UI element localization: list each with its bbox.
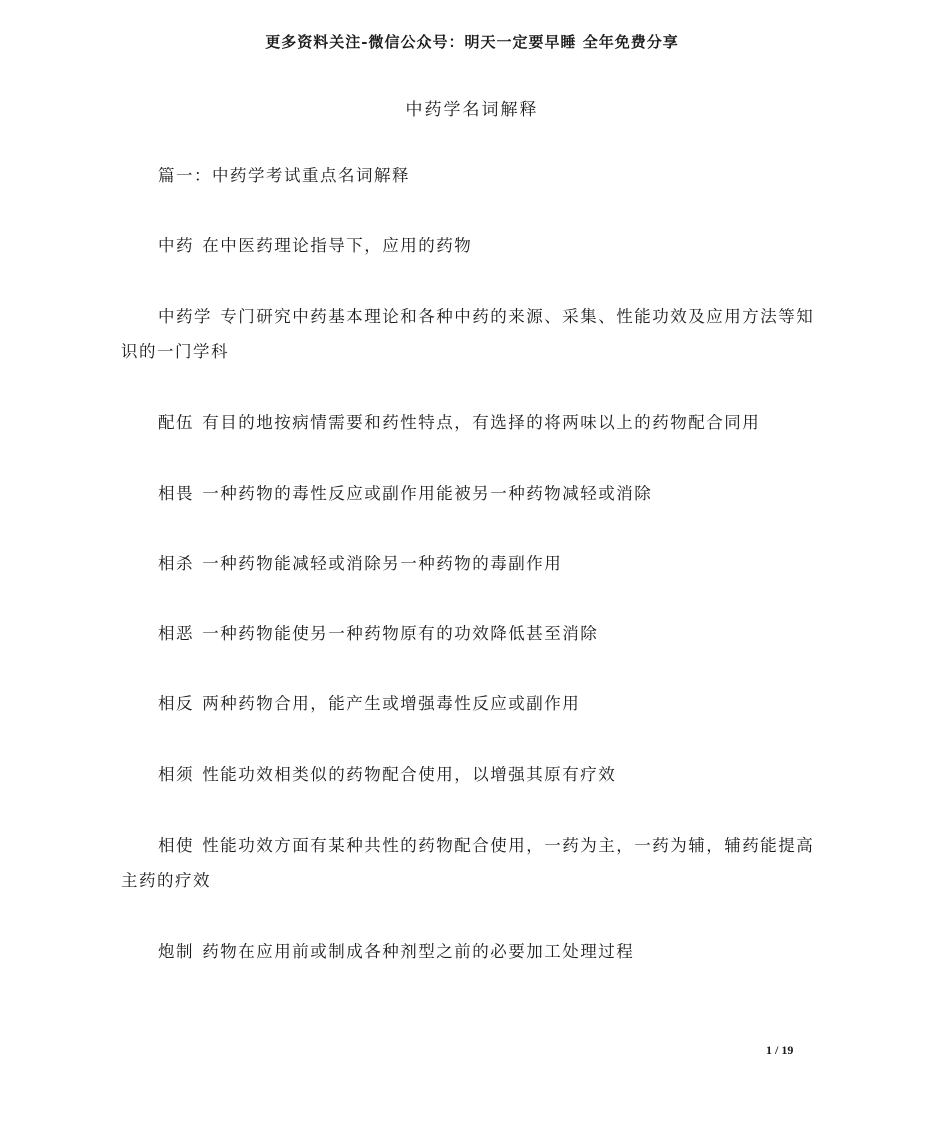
entry-zhongyaoxue <box>121 299 831 369</box>
entry-peiwu <box>121 405 831 440</box>
page-header: 更多资料关注-微信公众号：明天一定要早睡 全年免费分享 <box>265 33 679 51</box>
entry-xiangsha <box>121 546 831 581</box>
entry-xiangwu <box>121 616 831 651</box>
document-title: 中药学名词解释 <box>405 100 539 120</box>
entry-xiangxu <box>121 757 831 792</box>
entry-term: 配伍 <box>158 413 194 432</box>
entry-definition: 性能功效相类似的药物配合使用，以增强其原有疗效 <box>202 765 617 784</box>
entry-zhongyao <box>121 228 831 263</box>
entry-xiangshi <box>121 828 831 898</box>
page-number: 1 / 19 <box>766 1043 794 1057</box>
entry-definition: 一种药物的毒性反应或副作用能被另一种药物减轻或消除 <box>202 484 653 503</box>
entry-definition: 有目的地按病情需要和药性特点，有选择的将两味以上的药物配合同用 <box>202 413 761 432</box>
entry-definition: 专门研究中药基本理论和各种中药的来源、采集、性能功效及应用方法等知识的一门学科 <box>121 307 815 361</box>
entry-xiangwei <box>121 476 831 511</box>
entry-term: 相使 <box>158 836 194 855</box>
entry-term: 炮制 <box>158 942 194 961</box>
entry-term: 中药学 <box>158 307 212 326</box>
entry-definition: 性能功效方面有某种共性的药物配合使用，一药为主，一药为辅，辅药能提高主药的疗效 <box>121 836 815 890</box>
entry-paozhi <box>121 934 831 969</box>
section-heading: 篇一：中药学考试重点名词解释 <box>158 166 410 185</box>
entry-term: 相畏 <box>158 484 194 503</box>
entry-definition: 一种药物能减轻或消除另一种药物的毒副作用 <box>202 554 563 573</box>
entry-xiangfan <box>121 686 831 721</box>
entry-definition: 两种药物合用，能产生或增强毒性反应或副作用 <box>202 694 581 713</box>
entry-definition: 一种药物能使另一种药物原有的功效降低甚至消除 <box>202 624 599 643</box>
entry-term: 中药 <box>158 236 194 255</box>
entry-definition: 在中医药理论指导下，应用的药物 <box>202 236 473 255</box>
entry-term: 相杀 <box>158 554 194 573</box>
entry-term: 相须 <box>158 765 194 784</box>
entry-term: 相恶 <box>158 624 194 643</box>
entry-term: 相反 <box>158 694 194 713</box>
entry-definition: 药物在应用前或制成各种剂型之前的必要加工处理过程 <box>202 942 635 961</box>
